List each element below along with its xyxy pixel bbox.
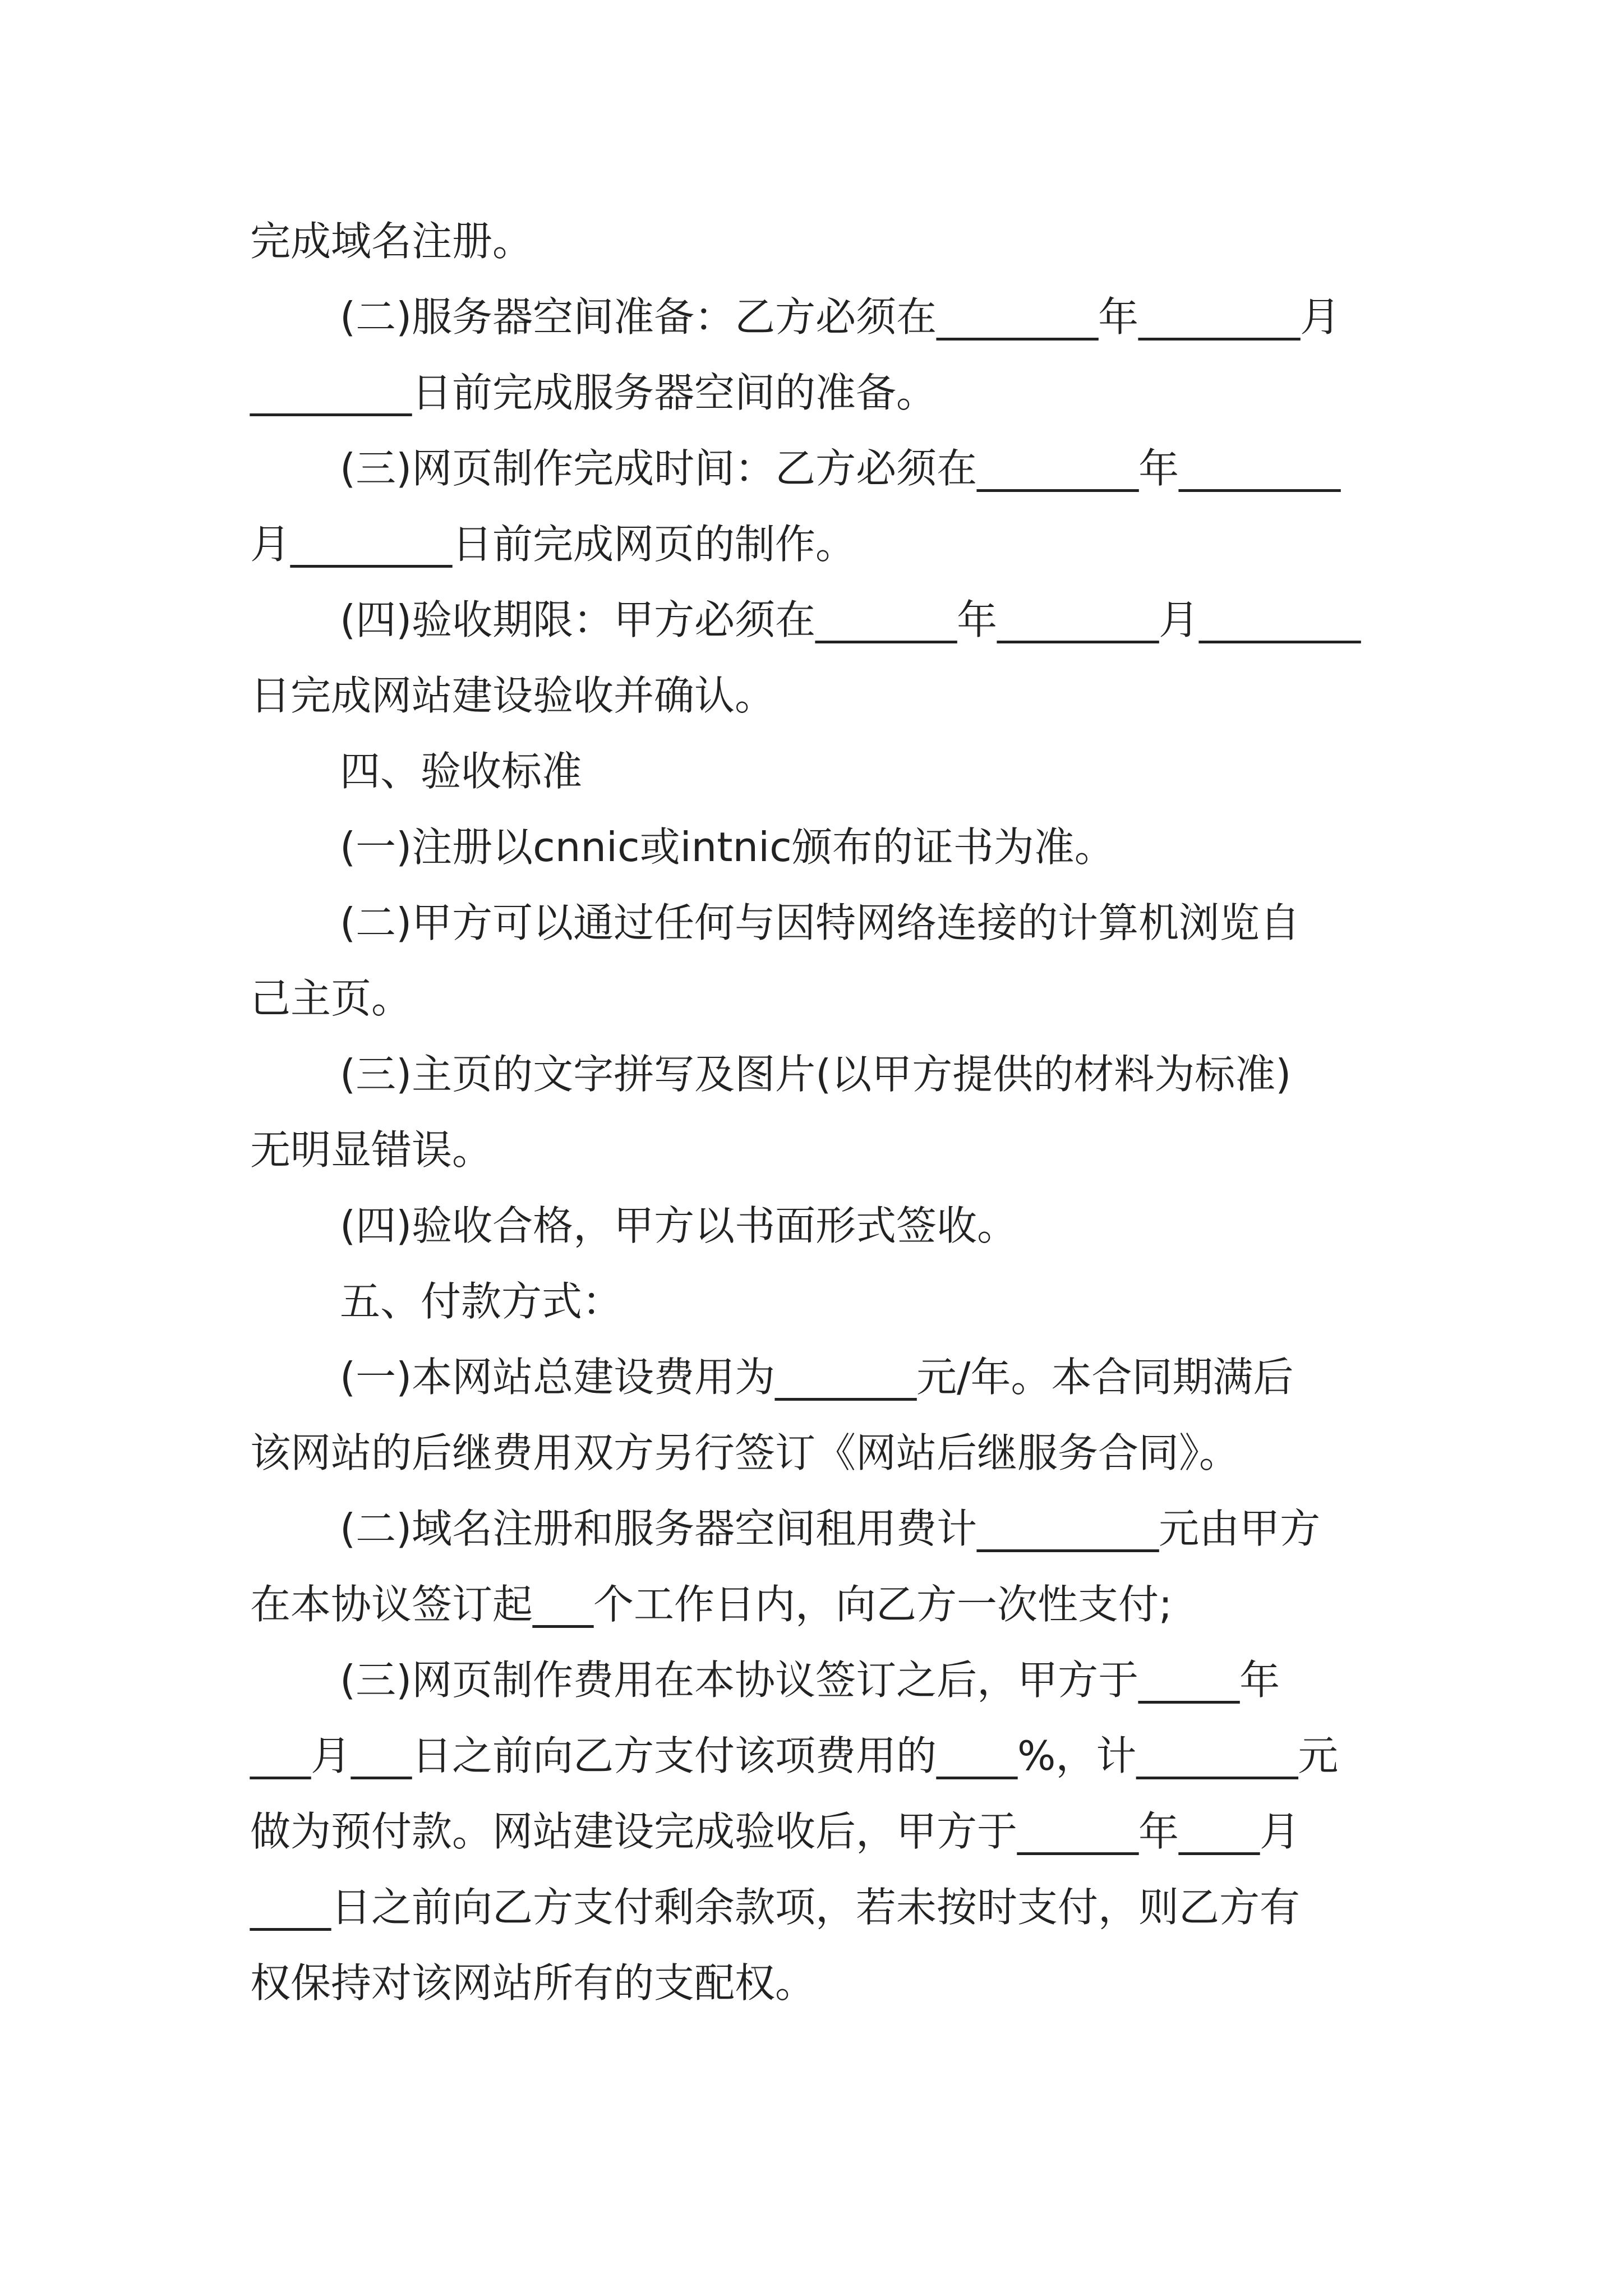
text-line — [250, 1122, 492, 1178]
text-line — [340, 440, 1340, 496]
text-line — [340, 592, 1361, 648]
line-text: (三)主页的文字拼写及图片(以甲方提供的材料为标准) — [340, 1051, 1292, 1098]
text-line — [340, 1501, 1320, 1557]
text-line — [250, 970, 412, 1027]
line-text: ___月___日之前向乙方支付该项费用的____%，计________元 — [250, 1732, 1339, 1779]
line-text: 五、付款方式： — [340, 1278, 623, 1325]
section-heading — [340, 1273, 623, 1329]
line-text: (二)域名注册和服务器空间租用费计_________元由甲方 — [340, 1505, 1321, 1552]
text-line — [340, 1198, 1017, 1254]
line-text: 做为预付款。网站建设完成验收后，甲方于______年____月 — [250, 1808, 1301, 1855]
line-text: 己主页。 — [250, 975, 412, 1022]
line-text: 权保持对该网站所有的支配权。 — [250, 1959, 816, 2007]
text-line — [340, 1046, 1291, 1102]
text-line — [250, 1955, 815, 2011]
text-line — [250, 668, 775, 724]
line-text: (二)甲方可以通过任何与因特网络连接的计算机浏览自 — [340, 899, 1301, 946]
text-line — [340, 1349, 1293, 1405]
line-text: (三)网页制作费用在本协议签订之后，甲方于_____年 — [340, 1657, 1280, 1704]
text-line — [250, 1576, 1172, 1632]
line-text: (四)验收期限：甲方必须在_______年________月________ — [340, 596, 1361, 643]
text-line — [250, 1728, 1338, 1784]
line-text: (四)验收合格，甲方以书面形式签收。 — [340, 1202, 1018, 1249]
line-text: 无明显错误。 — [250, 1126, 493, 1174]
text-line — [340, 289, 1340, 345]
text-line — [250, 1425, 1239, 1481]
line-text: (一)本网站总建设费用为_______元/年。本合同期满后 — [340, 1354, 1294, 1401]
line-text: ____日之前向乙方支付剩余款项，若未按时支付，则乙方有 — [250, 1884, 1301, 1931]
line-text: (三)网页制作完成时间：乙方必须在________年________ — [340, 445, 1341, 492]
line-text: 月________日前完成网页的制作。 — [250, 521, 856, 568]
line-text: (二)服务器空间准备：乙方必须在________年________月 — [340, 293, 1341, 341]
line-text: 日完成网站建设验收并确认。 — [250, 672, 776, 719]
text-line — [250, 1879, 1300, 1935]
text-line — [340, 895, 1300, 951]
text-line — [250, 213, 533, 269]
line-text: ________日前完成服务器空间的准备。 — [250, 369, 937, 416]
section-heading — [340, 743, 582, 799]
text-line — [250, 516, 856, 572]
line-text: 完成域名注册。 — [250, 218, 533, 265]
line-text: 在本协议签订起___个工作日内，向乙方一次性支付; — [250, 1581, 1173, 1628]
line-text: 该网站的后继费用双方另行签订《网站后继服务合同》。 — [250, 1429, 1240, 1476]
text-line — [250, 365, 937, 421]
line-text: 四、验收标准 — [340, 748, 583, 795]
text-line — [340, 819, 1115, 875]
line-text: (一)注册以cnnic或intnic颁布的证书为准。 — [340, 823, 1115, 871]
text-line — [250, 1803, 1300, 1860]
text-line — [340, 1652, 1280, 1708]
